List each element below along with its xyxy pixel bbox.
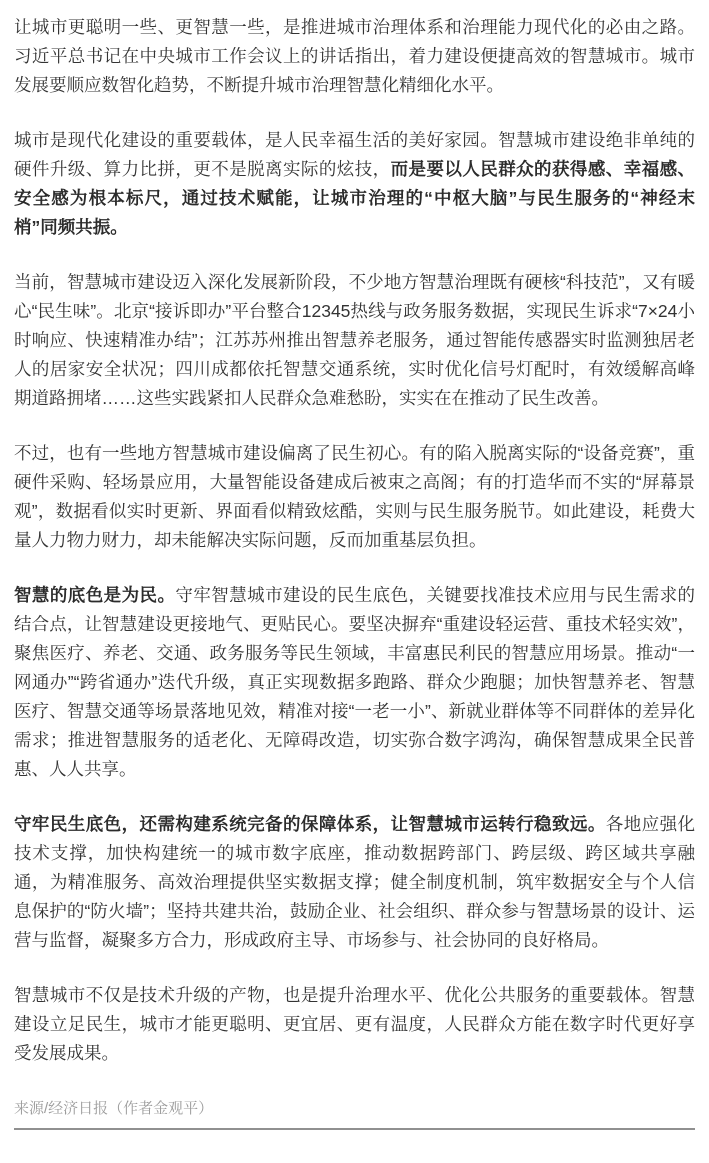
paragraph-6 [14,810,695,955]
paragraph-1 [14,13,695,100]
text-run: 让城市更聪明一些、更智慧一些，是推进城市治理体系和治理能力现代化的必由之路。习近平总书记在中央城市工作会议上的讲话指出，着力建设便捷高效的智慧城市。城市发展要顺应数智化趋势，不断提升城市治理智慧化精细化水平。 [14,17,695,95]
paragraph-7 [14,981,695,1068]
paragraph-4 [14,439,695,555]
article-body [14,13,695,1068]
text-run: 当前，智慧城市建设迈入深化发展新阶段，不少地方智慧治理既有硬核“科技范”，又有暖心“民生味”。北京“接诉即办”平台整合12345热线与政务服务数据，实现民生诉求“7×24小时响应、快速精准办结”；江苏苏州推出智慧养老服务，通过智能传感器实时监测独居老人的居家安全状况；四川成都依托智慧交通系统，实时优化信号灯配时，有效缓解高峰期道路拥堵……这些实践紧扣人民群众急难愁盼，实实在在推动了民生改善。 [14,272,695,408]
source-attribution-text: 来源/经济日报（作者金观平） [14,1100,214,1117]
text-run: 不过，也有一些地方智慧城市建设偏离了民生初心。有的陷入脱离实际的“设备竞赛”，重硬件采购、轻场景应用，大量智能设备建成后被束之高阁；有的打造华而不实的“屏幕景观”，数据看似实时更新、界面看似精致炫酷，实则与民生服务脱节。如此建设，耗费大量人力物力财力，却未能解决实际问题，反而加重基层负担。 [14,443,695,550]
text-run: 城市是现代化建设的重要载体，是人民幸福生活的美好家园。智慧城市建设绝非单纯的硬件升级、算力比拼，更不是脱离实际的炫技， [14,130,695,179]
paragraph-2 [14,126,695,242]
text-run: 各地应强化技术支撑，加快构建统一的城市数字底座，推动数据跨部门、跨层级、跨区域共享融通，为精准服务、高效治理提供坚实数据支撑；健全制度机制，筑牢数据安全与个人信息保护的“防火墙”；坚持共建共治，鼓励企业、社会组织、群众参与智慧场景的设计、运营与监督，凝聚多方合力，形成政府主导、市场参与、社会协同的良好格局。 [14,814,696,950]
bold-text-run: 而是要以人民群众的获得感、幸福感、安全感为根本标尺，通过技术赋能，让城市治理的“中枢大脑”与民生服务的“神经末梢”同频共振。 [14,159,696,237]
paragraph-5 [14,581,695,784]
text-run: 智慧城市不仅是技术升级的产物，也是提升治理水平、优化公共服务的重要载体。智慧建设立足民生，城市才能更聪明、更宜居、更有温度，人民群众方能在数字时代更好享受发展成果。 [14,985,695,1063]
source-attribution-row [14,1098,695,1130]
text-run: 守牢智慧城市建设的民生底色，关键要找准技术应用与民生需求的结合点，让智慧建设更接地气、更贴民心。要坚决摒弃“重建设轻运营、重技术轻实效”，聚焦医疗、养老、交通、政务服务等民生领域，丰富惠民利民的智慧应用场景。推动“一网通办”“跨省通办”迭代升级，真正实现数据多跑路、群众少跑腿；加快智慧养老、智慧医疗、智慧交通等场景落地见效，精准对接“一老一小”、新就业群体等不同群体的差异化需求；推进智慧服务的适老化、无障碍改造，切实弥合数字鸿沟，确保智慧成果全民普惠、人人共享。 [14,585,696,779]
bold-text-run: 智慧的底色是为民。 [14,585,176,605]
paragraph-3 [14,268,695,413]
bold-text-run: 守牢民生底色，还需构建系统完备的保障体系，让智慧城市运转行稳致远。 [14,814,606,834]
